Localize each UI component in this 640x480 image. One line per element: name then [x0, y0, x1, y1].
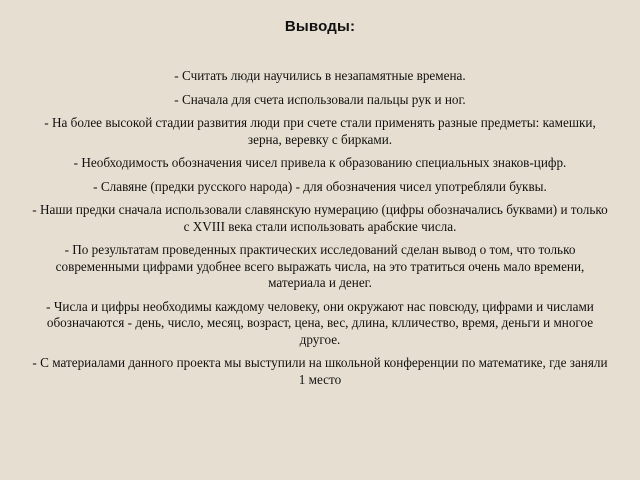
conclusion-item-1: - Считать люди научились в незапамятные времена.	[174, 68, 466, 83]
conclusion-item-3: - На более высокой стадии развития люди при счете стали применять разные предметы: камешки, зерна, веревку с бирками.	[44, 115, 596, 147]
conclusion-item-2: - Сначала для счета использовали пальцы рук и ног.	[174, 91, 466, 107]
conclusions-list	[30, 68, 610, 395]
conclusion-item-8: - Числа и цифры необходимы каждому человеку, они окружают нас повсюду, цифрами и числами обозначаются - день, число, месяц, возраст, цена, вес, длина, клличество, время, деньги и многое другое.	[46, 298, 594, 347]
conclusion-item-9: - С материалами данного проекта мы выступили на школьной конференции по математике, где заняли 1 место	[32, 355, 608, 387]
conclusion-item-6: - Наши предки сначала использовали славянскую нумерацию (цифры обозначались буквами) и только с XVIII века стали использовать арабские числа.	[32, 202, 608, 234]
conclusion-item-7: - По результатам проведенных практических исследований сделан вывод о том, что только современными цифрами удобнее всего выражать числа, на это тратиться очень мало времени, материала и денег.	[55, 242, 585, 290]
conclusion-item-5: - Славяне (предки русского народа) - для обозначения чисел употребляли буквы.	[93, 178, 547, 194]
conclusion-item-4: - Необходимость обозначения чисел привела к образованию специальных знаков-цифр.	[73, 155, 567, 170]
slide-title: Выводы:	[284, 18, 356, 35]
